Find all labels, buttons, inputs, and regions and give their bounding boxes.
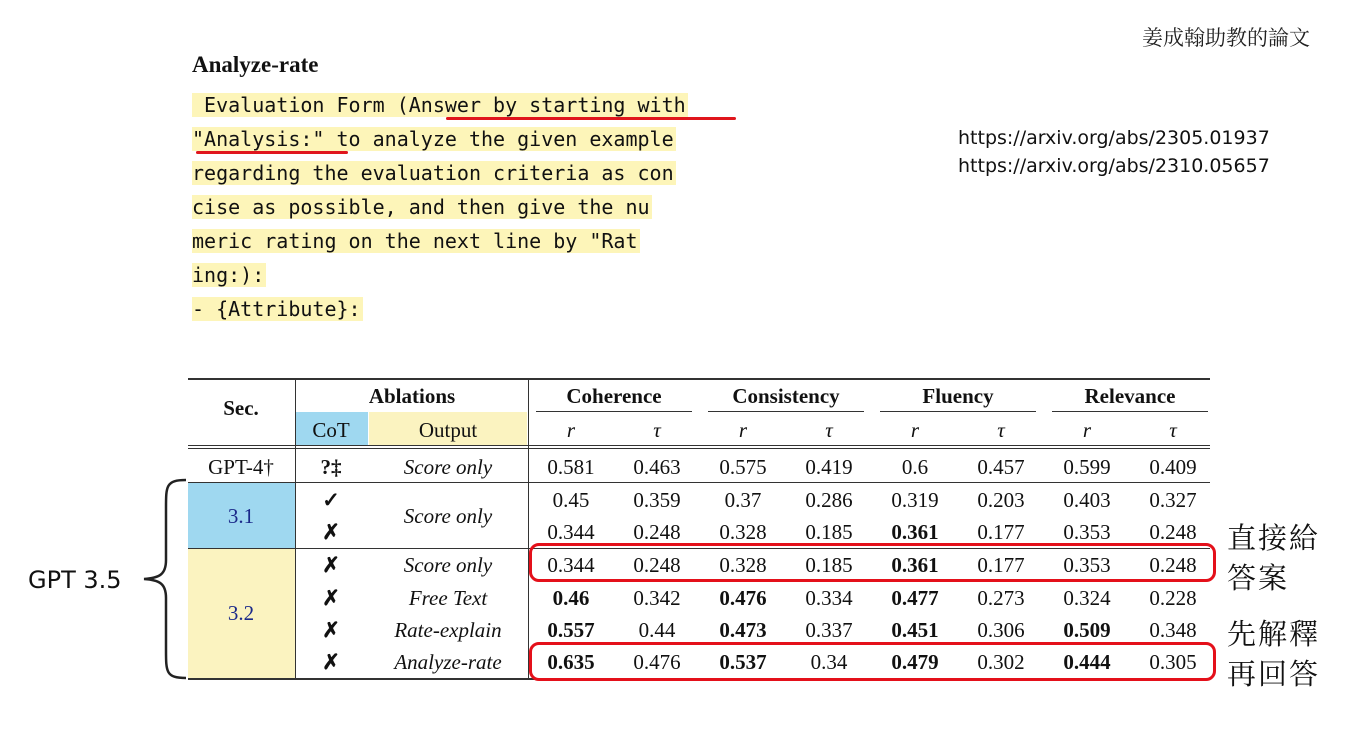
value-cell: 0.581 xyxy=(547,455,595,479)
metric-header-consistency: Consistency xyxy=(732,384,840,408)
value-cell: 0.328 xyxy=(719,553,767,577)
value-cell: 0.248 xyxy=(633,520,681,544)
underline-mark xyxy=(446,117,736,120)
prompt-block xyxy=(192,88,688,326)
cot-cell: ✓ xyxy=(322,488,340,512)
value-cell: 0.34 xyxy=(810,650,848,674)
results-table xyxy=(188,378,1210,680)
value-cell: 0.342 xyxy=(633,586,681,610)
value-cell: 0.361 xyxy=(891,553,939,577)
metric-header-fluency: Fluency xyxy=(922,384,994,408)
output-cell: Rate-explain xyxy=(394,618,502,642)
prompt-line: ing:): xyxy=(192,263,265,287)
value-cell: 0.537 xyxy=(719,650,767,674)
value-cell: 0.305 xyxy=(1149,650,1197,674)
cot-cell: ✗ xyxy=(322,520,340,544)
output-cell: Analyze-rate xyxy=(394,650,502,674)
subcol-header: τ xyxy=(653,418,661,442)
output-header: Output xyxy=(418,418,478,442)
value-cell: 0.479 xyxy=(891,650,939,674)
cot-cell: ✗ xyxy=(322,618,340,642)
subcol-header: τ xyxy=(825,418,833,442)
table-rule xyxy=(188,448,1210,449)
value-cell: 0.248 xyxy=(1149,553,1197,577)
prompt-line: - {Attribute}: xyxy=(192,297,361,321)
prompt-line: Evaluation Form (Answer by starting with xyxy=(192,88,688,122)
output-cell: Score only xyxy=(403,553,493,577)
metric-header-relevance: Relevance xyxy=(1084,384,1176,408)
subcol-header: r xyxy=(910,418,920,442)
value-cell: 0.45 xyxy=(552,488,590,512)
value-cell: 0.444 xyxy=(1063,650,1111,674)
subcol-header: r xyxy=(1082,418,1092,442)
value-cell: 0.476 xyxy=(719,586,767,610)
prompt-line: regarding the evaluation criteria as con xyxy=(192,161,674,185)
output-cell-merged: Score only xyxy=(403,504,493,528)
highlight-box-analyze-rate xyxy=(529,642,1216,681)
value-cell: 0.273 xyxy=(977,586,1025,610)
sec-cell: GPT-4† xyxy=(208,455,274,479)
subcol-header: τ xyxy=(1169,418,1177,442)
value-cell: 0.319 xyxy=(891,488,939,512)
value-cell: 0.344 xyxy=(547,520,595,544)
value-cell: 0.286 xyxy=(805,488,853,512)
prompt-line: meric rating on the next line by "Rat xyxy=(192,229,638,253)
value-cell: 0.451 xyxy=(891,618,939,642)
value-cell: 0.228 xyxy=(1149,586,1197,610)
value-cell: 0.185 xyxy=(805,520,853,544)
value-cell: 0.557 xyxy=(547,618,595,642)
value-cell: 0.359 xyxy=(633,488,681,512)
cot-cell: ✗ xyxy=(322,553,340,577)
sec-header: Sec. xyxy=(223,396,259,420)
reference-links xyxy=(958,124,1270,180)
value-cell: 0.473 xyxy=(719,618,767,642)
value-cell: 0.509 xyxy=(1063,618,1111,642)
value-cell: 0.44 xyxy=(638,618,676,642)
value-cell: 0.185 xyxy=(805,553,853,577)
cot-cell: ✗ xyxy=(322,650,340,674)
value-cell: 0.409 xyxy=(1149,455,1197,479)
value-cell: 0.177 xyxy=(977,553,1025,577)
value-cell: 0.575 xyxy=(719,455,767,479)
prompt-line: "Analysis:" to analyze the given example xyxy=(192,122,688,156)
value-cell: 0.361 xyxy=(891,520,939,544)
author-credit: 姜成翰助教的論文 xyxy=(1142,26,1310,50)
value-cell: 0.327 xyxy=(1149,488,1197,512)
value-cell: 0.348 xyxy=(1149,618,1197,642)
value-cell: 0.344 xyxy=(547,553,595,577)
value-cell: 0.6 xyxy=(901,455,929,479)
ablations-header: Ablations xyxy=(368,384,456,408)
prompt-title: Analyze-rate xyxy=(192,52,319,77)
value-cell: 0.203 xyxy=(977,488,1025,512)
subcol-header: r xyxy=(566,418,576,442)
annotation-explain: 先解釋 再回答 xyxy=(1227,617,1321,691)
value-cell: 0.463 xyxy=(633,455,681,479)
underline-mark xyxy=(196,151,348,154)
value-cell: 0.419 xyxy=(805,455,853,479)
value-cell: 0.324 xyxy=(1063,586,1111,610)
value-cell: 0.403 xyxy=(1063,488,1111,512)
cot-cell: ?‡ xyxy=(320,455,342,479)
value-cell: 0.334 xyxy=(805,586,853,610)
sec-cell-3-1: 3.1 xyxy=(227,504,255,528)
value-cell: 0.328 xyxy=(719,520,767,544)
value-cell: 0.37 xyxy=(724,488,762,512)
annotation-direct: 直接給 答案 xyxy=(1227,521,1321,595)
subcol-header: r xyxy=(738,418,748,442)
value-cell: 0.337 xyxy=(805,618,853,642)
metric-header-coherence: Coherence xyxy=(566,384,662,408)
value-cell: 0.457 xyxy=(977,455,1025,479)
prompt-line: cise as possible, and then give the nu xyxy=(192,195,650,219)
value-cell: 0.353 xyxy=(1063,520,1111,544)
output-cell: Score only xyxy=(403,455,493,479)
link-2[interactable]: https://arxiv.org/abs/2310.05657 xyxy=(958,155,1270,177)
value-cell: 0.177 xyxy=(977,520,1025,544)
value-cell: 0.306 xyxy=(977,618,1025,642)
value-cell: 0.353 xyxy=(1063,553,1111,577)
value-cell: 0.302 xyxy=(977,650,1025,674)
value-cell: 0.599 xyxy=(1063,455,1111,479)
value-cell: 0.477 xyxy=(891,586,939,610)
value-cell: 0.248 xyxy=(633,553,681,577)
cot-cell: ✗ xyxy=(322,586,340,610)
link-1[interactable]: https://arxiv.org/abs/2305.01937 xyxy=(958,127,1270,149)
value-cell: 0.635 xyxy=(547,650,595,674)
output-cell: Free Text xyxy=(408,586,488,610)
curly-brace-icon xyxy=(130,478,190,680)
value-cell: 0.476 xyxy=(633,650,681,674)
gpt-label: GPT 3.5 xyxy=(28,566,122,594)
value-cell: 0.46 xyxy=(552,586,590,610)
value-cell: 0.248 xyxy=(1149,520,1197,544)
highlight-box-score-only xyxy=(529,543,1216,582)
sec-cell-3-2: 3.2 xyxy=(227,601,255,625)
cot-header: CoT xyxy=(312,418,350,442)
subcol-header: τ xyxy=(997,418,1005,442)
